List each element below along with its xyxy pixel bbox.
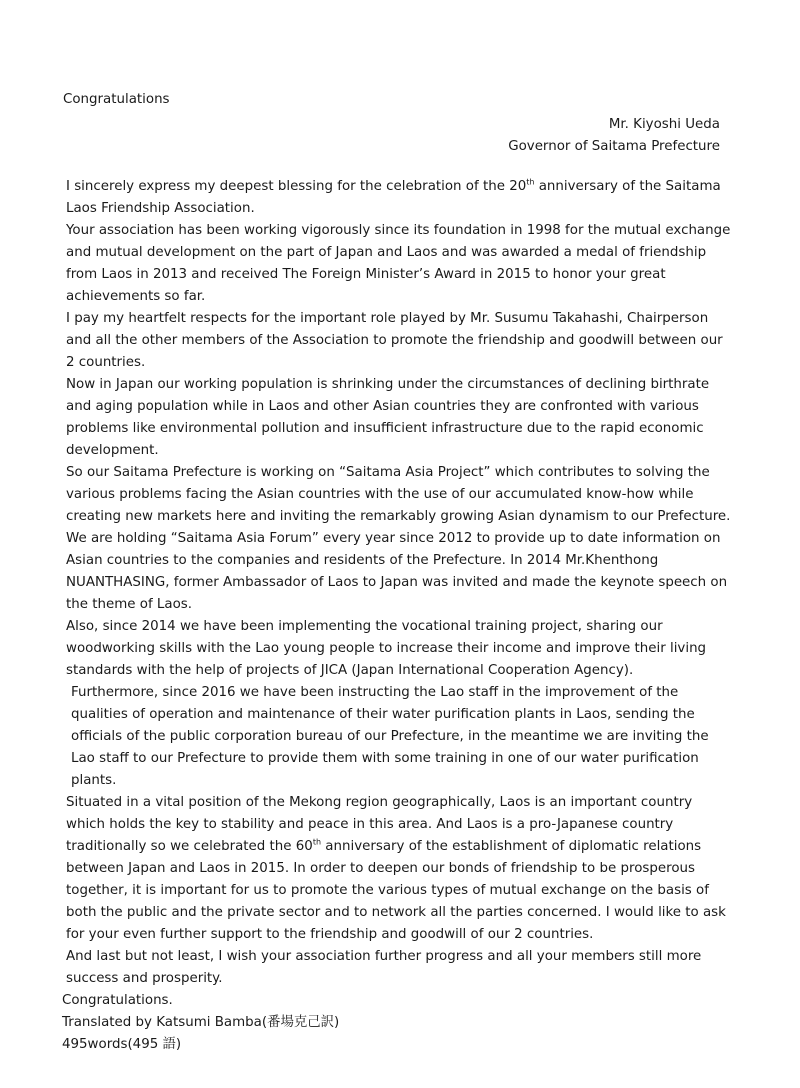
paragraph-blessing-text-cont: anniversary of the Saitama Laos Friendship Association. <box>66 179 721 216</box>
paragraph-population: Now in Japan our working population is shrinking under the circumstances of declining birthrate and aging population while in Laos and other Asian countries they are confronted with various problems like environmental pollution and insufficient infrastructure due to the rapid economic development. <box>66 377 710 458</box>
closing-line: Congratulations. <box>62 993 173 1008</box>
ordinal-suffix: th <box>526 177 535 187</box>
paragraph-asia-project: So our Saitama Prefecture is working on “Saitama Asia Project” which contributes to solving the various problems facing the Asian countries with the use of our accumulated know-how while creating new markets here and inviting the remarkably growing Asian dynamism to our Prefecture. <box>66 465 731 524</box>
paragraph-blessing <box>62 176 734 220</box>
paragraph-mekong-text-cont: anniversary of the establishment of diplomatic relations between Japan and Laos in 2015. In order to deepen our bonds of friendship to be prosperous together, it is important for us to promote the various types of mutual exchange on the basis of both the public and the private sector and to network all the parties concerned. I would like to ask for your even further support to the friendship and goodwill of our 2 countries. <box>66 839 726 942</box>
paragraph-asia-forum: We are holding “Saitama Asia Forum” every year since 2012 to provide up to date information on Asian countries to the companies and residents of the Prefecture. In 2014 Mr.Khenthong NUANTHASING, former Ambassador of Laos to Japan was invited and made the keynote speech on the theme of Laos. <box>66 531 728 612</box>
paragraph-respects: I pay my heartfelt respects for the important role played by Mr. Susumu Takahashi, Chairperson and all the other members of the Association to promote the friendship and goodwill between our 2 countries. <box>66 311 723 370</box>
sender-title: Governor of Saitama Prefecture <box>508 139 720 154</box>
letter-heading: Congratulations <box>63 92 170 107</box>
translator-credit: Translated by Katsumi Bamba(番場克己訳) <box>62 1015 340 1030</box>
paragraph-mekong-text: Situated in a vital position of the Mekong region geographically, Laos is an important country which holds the key to stability and peace in this area. And Laos is a pro-Japanese country traditionally so we celebrated the 60 <box>66 795 693 854</box>
paragraph-wishes: And last but not least, I wish your association further progress and all your members still more success and prosperity. <box>66 949 702 986</box>
letter-body <box>62 176 734 1056</box>
paragraph-water-purification: Furthermore, since 2016 we have been instructing the Lao staff in the improvement of the qualities of operation and maintenance of their water purification plants in Laos, sending the officials of the public corporation bureau of our Prefecture, in the meantime we are inviting the Lao staff to our Prefecture to provide them with some training in one of our water purification plants. <box>71 685 709 788</box>
ordinal-suffix: th <box>312 837 322 847</box>
paragraph-blessing-text: I sincerely express my deepest blessing for the celebration of the 20 <box>66 179 527 194</box>
sender-block <box>508 114 720 158</box>
paragraph-mekong <box>62 792 734 946</box>
word-count: 495words(495 語) <box>62 1037 182 1052</box>
paragraph-vocational-training: Also, since 2014 we have been implementing the vocational training project, sharing our woodworking skills with the Lao young people to increase their income and improve their living standards with the help of projects of JICA (Japan International Cooperation Agency). <box>66 619 707 678</box>
sender-name: Mr. Kiyoshi Ueda <box>608 117 720 132</box>
paragraph-achievements: Your association has been working vigorously since its foundation in 1998 for the mutual exchange and mutual development on the part of Japan and Laos and was awarded a medal of friendship from Laos in 2013 and received The Foreign Minister’s Award in 2015 to honor your great achievements so far. <box>66 223 731 304</box>
